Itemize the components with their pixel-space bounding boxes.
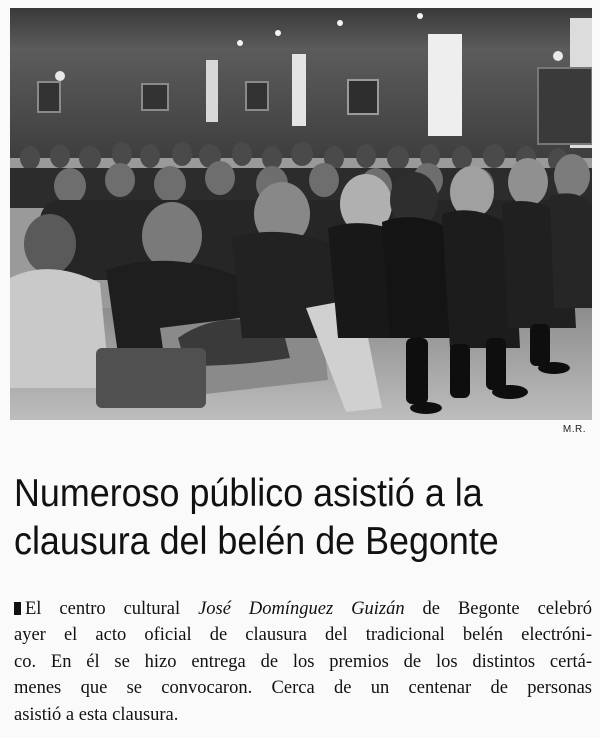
headline-line-2: clausura del belén de Begonte [14, 520, 499, 563]
body-line-1-pre: El centro cultural [25, 599, 199, 619]
headline [14, 470, 544, 566]
photo-credit: M.R. [562, 424, 586, 435]
body-line-5: asistió a esta clausura. [14, 704, 179, 725]
paragraph-marker-icon [14, 602, 21, 615]
body-line-1 [14, 596, 592, 622]
body-line-3: co. En él se hizo entrega de los premios de los distintos certá- [14, 651, 592, 672]
body-line-4: menes que se convocaron. Cerca de un centenar de personas [14, 678, 592, 699]
headline-line-1: Numeroso público asistió a la [14, 472, 483, 515]
article-body [14, 596, 592, 728]
audience-photo [10, 8, 592, 420]
body-line-2: ayer el acto oficial de clausura del tradicional belén electróni- [14, 625, 592, 646]
body-line-1-post: de Begonte celebró [404, 599, 593, 619]
cultural-center-name: José Domínguez Guizán [198, 599, 405, 619]
